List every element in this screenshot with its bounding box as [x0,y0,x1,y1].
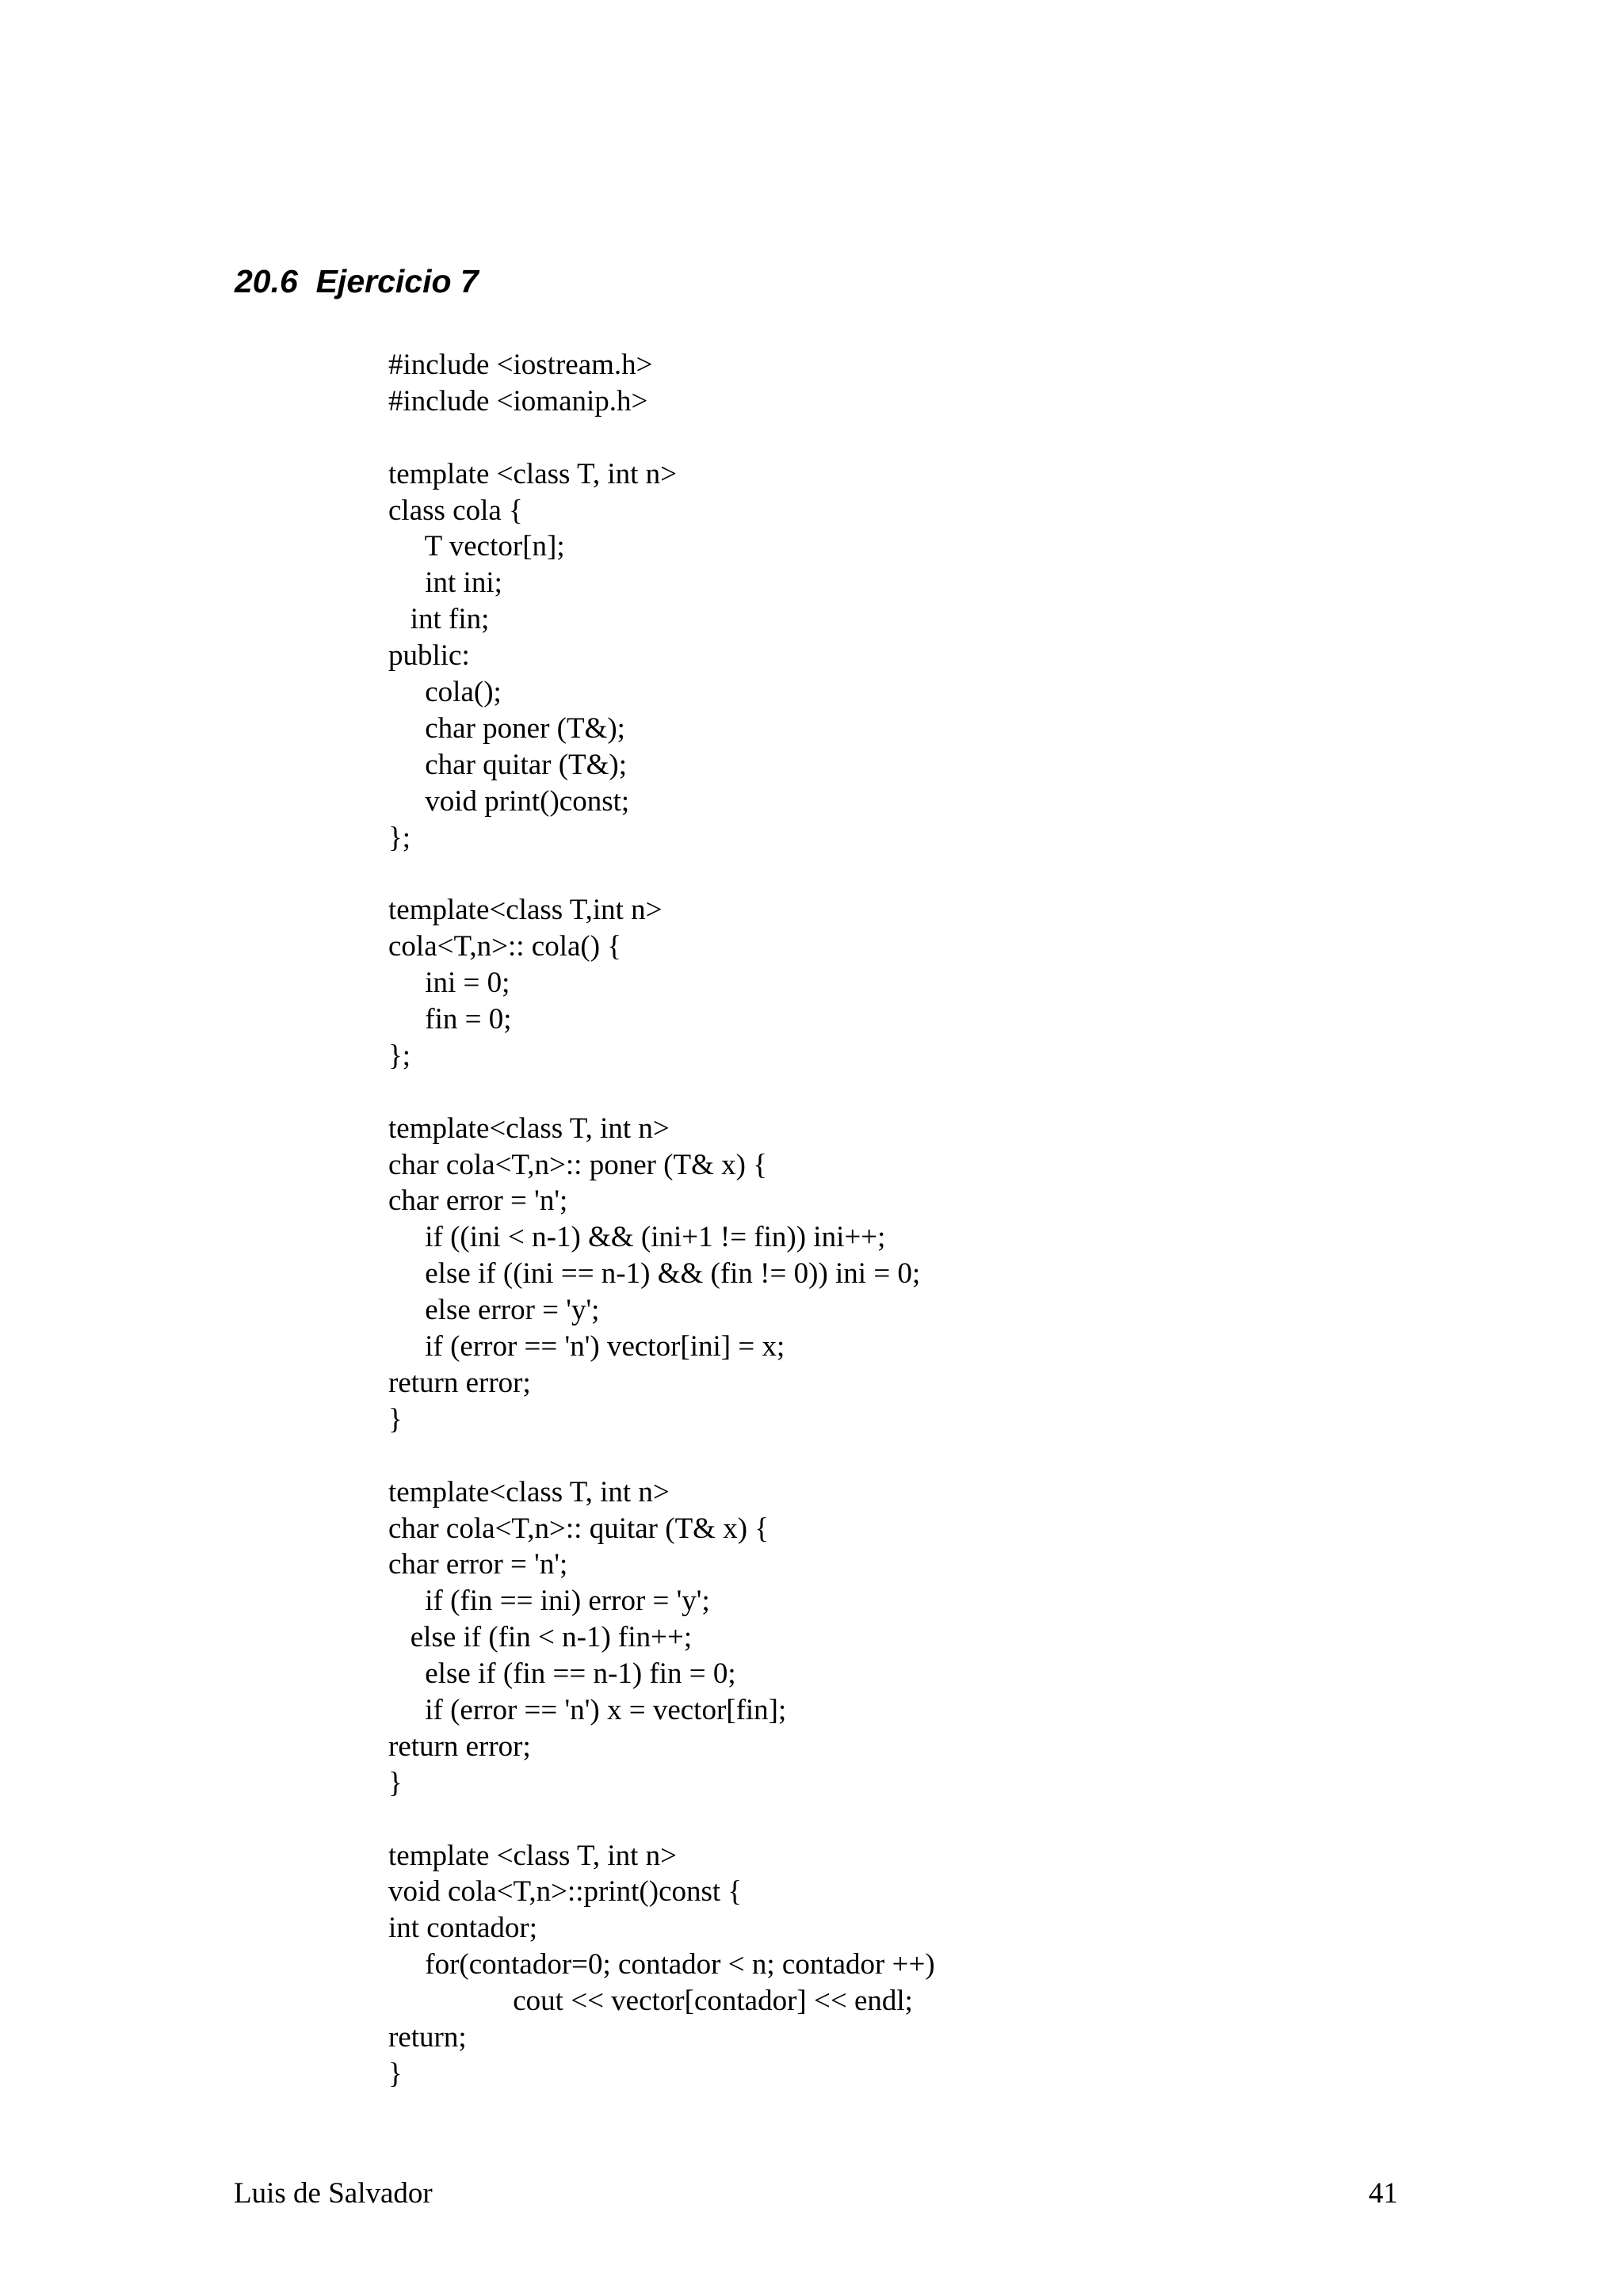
code-line: char error = 'n'; [388,1548,568,1581]
code-line: }; [388,1039,411,1072]
code-line: char cola<T,n>:: poner (T& x) { [388,1148,767,1181]
code-line: template<class T, int n> [388,1475,670,1508]
code-line: void print()const; [388,784,630,818]
code-line: template<class T,int n> [388,894,663,927]
code-line: int fin; [388,603,490,636]
code-line: fin = 0; [388,1003,512,1036]
code-line: cout << vector[contador] << endl; [388,1985,913,2018]
code-line: T vector[n]; [388,530,565,563]
code-line: char error = 'n'; [388,1184,568,1218]
code-line: if ((ini < n-1) && (ini+1 != fin)) ini++; [388,1221,886,1254]
code-line: template <class T, int n> [388,457,678,490]
code-line: ini = 0; [388,967,510,1000]
code-line: #include <iomanip.h> [388,384,648,418]
code-line [388,1438,1498,1474]
code-line: char quitar (T&); [388,748,628,781]
code-line: if (error == 'n') x = vector[fin]; [388,1693,787,1726]
code-line: char poner (T&); [388,711,625,745]
code-line: public: [388,639,470,673]
code-line: int contador; [388,1912,538,1945]
code-line: return; [388,2020,467,2054]
code-line: for(contador=0; contador < n; contador ++) [388,1948,935,1981]
code-line: } [388,1402,403,1436]
footer-author: Luis de Salvador [234,2177,433,2210]
code-line [388,1074,1498,1111]
code-line [388,1802,1498,1838]
code-line: else error = 'y'; [388,1294,600,1327]
code-line [388,856,1498,892]
code-line: template<class T, int n> [388,1112,670,1145]
code-line: int ini; [388,566,502,600]
code-line: }; [388,821,411,854]
code-listing [388,347,1498,2092]
code-line: template <class T, int n> [388,1839,678,1872]
code-line: return error; [388,1366,531,1399]
page-number: 41 [1369,2177,1398,2210]
section-heading: 20.6 Ejercicio 7 [235,263,479,299]
code-line: else if ((ini == n-1) && (fin != 0)) ini = 0; [388,1257,921,1291]
code-line: return error; [388,1730,531,1763]
code-line: } [388,1766,403,1799]
code-line: if (fin == ini) error = 'y'; [388,1585,710,1618]
code-line: else if (fin == n-1) fin = 0; [388,1657,736,1691]
code-line [388,420,1498,456]
code-line: else if (fin < n-1) fin++; [388,1621,693,1654]
code-line: cola<T,n>:: cola() { [388,930,622,963]
code-line: #include <iostream.h> [388,349,653,381]
code-line: class cola { [388,494,523,527]
code-line: } [388,2057,403,2090]
code-line: char cola<T,n>:: quitar (T& x) { [388,1512,769,1545]
code-line: cola(); [388,676,502,709]
code-line: void cola<T,n>::print()const { [388,1875,743,1909]
code-line: if (error == 'n') vector[ini] = x; [388,1330,785,1363]
